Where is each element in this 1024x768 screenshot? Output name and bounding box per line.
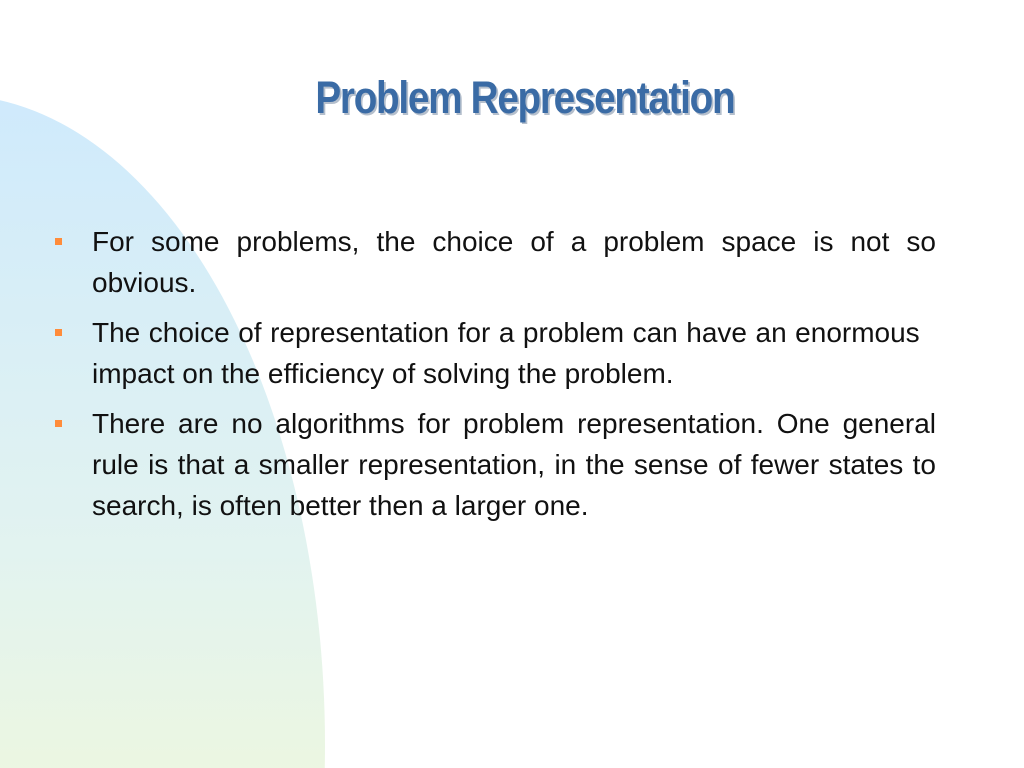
orange-square-bullet-icon [55,420,62,427]
orange-square-bullet-icon [55,329,62,336]
bullet-item [52,403,936,526]
bullet-item [52,312,936,394]
bullet-text: For some problems, the choice of a problem space is not so obvious. [92,226,936,298]
bullet-item [52,221,936,303]
orange-square-bullet-icon [55,238,62,245]
bullet-list [52,221,936,535]
slide-title: Problem Representation [315,72,735,123]
bullet-text: The choice of representation for a problem can have an enormous impact on the efficiency of solving the problem. [92,317,936,389]
bullet-text: There are no algorithms for problem representation. One general rule is that a smaller representation, in the sense of fewer states to search, is often better then a larger one. [92,408,936,521]
